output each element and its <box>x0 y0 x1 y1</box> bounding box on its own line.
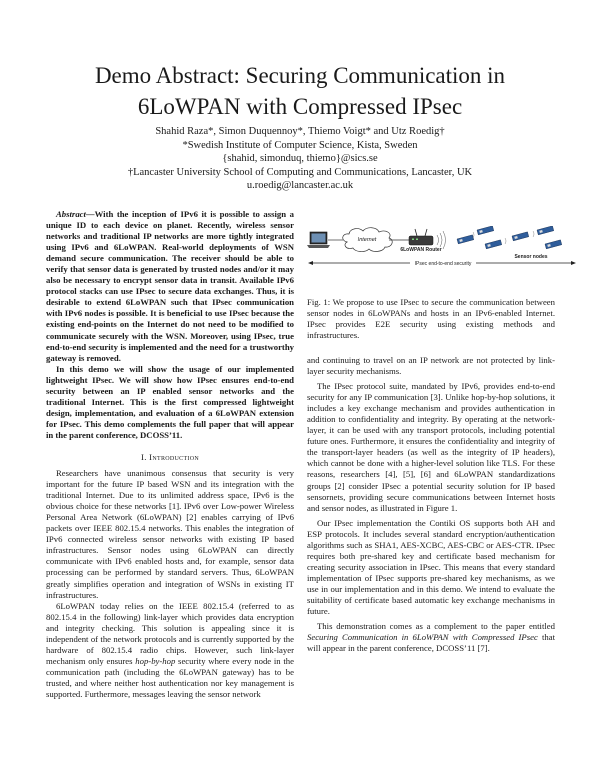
author-block <box>0 125 600 193</box>
affiliation-1: *Swedish Institute of Computer Science, Kista, Sweden <box>182 139 418 151</box>
cloud-label: Internet <box>357 237 377 243</box>
figure-caption: Fig. 1: We propose to use IPsec to secure the communication between sensor nodes in 6LoWPANs and hosts in an IPv6-enabled Internet. IPsec provides E2E security using existing methods and infrastructures. <box>307 297 555 341</box>
email-2: u.roedig@lancaster.ac.uk <box>246 180 354 191</box>
author-names: Shahid Raza*, Simon Duquennoy*, Thiemo Voigt* and Utz Roedig† <box>155 126 445 137</box>
intro-emphasis-hop-by-hop: hop-by-hop <box>135 655 176 666</box>
abstract-paragraph-1 <box>46 209 294 364</box>
abstract-paragraph-2: In this demo we will show the usage of our implemented lightweight IPsec. We will show how IPsec ensures end-to-end security between an IP enabled sensor networks and the traditional Internet. This is the first compressed lightweight design, implementation, and evaluation of a 6LoWPAN extension for IPsec. This demo complements the full paper that will appear in the parent conference, DCOSS’11. <box>46 363 294 440</box>
right-paragraph-implementation: Our IPsec implementation the Contiki OS supports both AH and ESP protocols. It includes several standard encryption/authentication algorithms such as SHA1, AES-XCBC, AES-CBC or AES-CTR. IPsec requires both pre-shared key and certificate based mechanism for creating security association in IPsec. This means that every standard implementation of IPsec supports pre-shared key mechanisms, as we use in our implementation and in this demo. We intend to evaluate the suitability of certificate based automatic key exchange mechanisms in future. <box>307 517 555 617</box>
figure-1-diagram <box>307 226 577 270</box>
email-1: {shahid, simonduq, thiemo}@sics.se <box>222 153 378 164</box>
demo-text-a: This demonstration comes as a complement to the paper entitled <box>317 621 555 632</box>
intro-paragraph-2-part-a: 6LoWPAN today relies on the IEEE 802.15.4 (referred to as 802.15.4 in the following) link-layer which provides data encryption and integrity checking. This solution is appealing since it is independent of the network protocols and is currently supported by the hardware of 802.15.4 radio chips. However, such link-layer mechanism only ensures <box>46 600 294 666</box>
intro-paragraph-1: Researchers have unanimous consensus that security is very important for the future IP based WSN and its integration with the traditional Internet. Due to its unlimited address space, IPv6 is the obvious choice for these networks [1]. IPv6 over Low-power Wireless Personal Area Network (6LoWPAN) [2] enables carrying of IPv6 packets over IEEE 802.15.4 networks. This enables the integration of IPv6 connected wireless sensor networks with existing IP based infrastructures. Sensor nodes using 6LoWPAN can directly communicate with IPv6 enabled hosts and, for example, sensor data processing can be performed by standard servers. Thus, 6LoWPAN greatly simplifies operation and integration of WSNs in existing IT infrastructures. <box>46 468 294 600</box>
demo-paper-title: Securing Communication in 6LoWPAN with Compressed IPsec <box>307 632 538 643</box>
left-column <box>46 209 294 700</box>
right-column <box>307 355 555 654</box>
right-paragraph-continued: and continuing to travel on an IP network are not protected by link-layer security mechanisms. <box>307 355 555 377</box>
router-label: 6LoWPAN Router <box>400 247 442 253</box>
router-icon <box>409 229 433 245</box>
right-paragraph-demo <box>307 621 555 654</box>
arrow-label: IPsec end-to-end security <box>414 261 472 267</box>
intro-paragraph-2 <box>46 601 294 700</box>
affiliation-2: †Lancaster University School of Computing and Communications, Lancaster, UK <box>127 166 473 178</box>
abstract-lead: Abstract— <box>56 209 95 219</box>
sensor-nodes-label: Sensor nodes <box>514 254 548 260</box>
laptop-icon <box>307 232 330 248</box>
title-line-2: 6LoWPAN with Compressed IPsec <box>137 94 463 119</box>
section-heading-introduction: I. Introduction <box>141 451 199 462</box>
title-line-1: Demo Abstract: Securing Communication in <box>94 63 506 88</box>
sensor-nodes-icon <box>457 226 562 249</box>
intro-paragraph-2-part-b: security where every node in the communication path (including the 6LoWPAN gateway) has to be trusted, and where neither host authentication nor key management is supported. Furthermore, messages leaving the sensor network <box>46 655 294 699</box>
right-paragraph-ipsec: The IPsec protocol suite, mandated by IPv6, provides end-to-end security for any IP communication [3]. Unlike hop-by-hop solutions, it includes a key exchange mechanism and provides authentication in addition to confidentiality and integrity. By operating at the network-layer, it can be used with any transport protocols, including potential future ones. Furthermore, it ensures the confidentiality and integrity of the transport-layer headers (as well as the integrity of IP headers), which cannot be done with a higher-level solution like TLS. For these reasons, researchers [4], [5], [6] and 6LoWPAN standardizations groups [2] consider IPsec a potential security solution for IP based sensornets, providing secure communications between Internet hosts and sensor nodes, as illustrated in Figure 1. <box>307 381 555 513</box>
paper-title <box>0 60 600 122</box>
demo-text-b: that will appear in the parent conference, DCOSS’11 [7]. <box>307 632 555 654</box>
abstract-text-1: With the inception of IPv6 it is possible to assign a unique ID to each device on planet. Recently, wireless sensor networks and traditional IP networks are more tightly integrated using IPv6 and 6LoWPAN. Real-world deployments of WSN demand secure communication. The receiver should be able to verify that sensor data is generated by trusted nodes and/or it may also be necessary to encrypt sensor data in transit. Available IPv6 protocol stacks can use IPsec to secure data exchanges. Thus, it is desirable to extend 6LoWPAN such that IPsec communication with IPv6 nodes is possible. It is beneficial to use IPsec because the existing end-points on the Internet do not need to be modified to communicate securely with the WSN. Moreover, using IPsec, true end-to-end security is implemented and the need for a trustworthy gateway is removed. <box>46 209 294 363</box>
